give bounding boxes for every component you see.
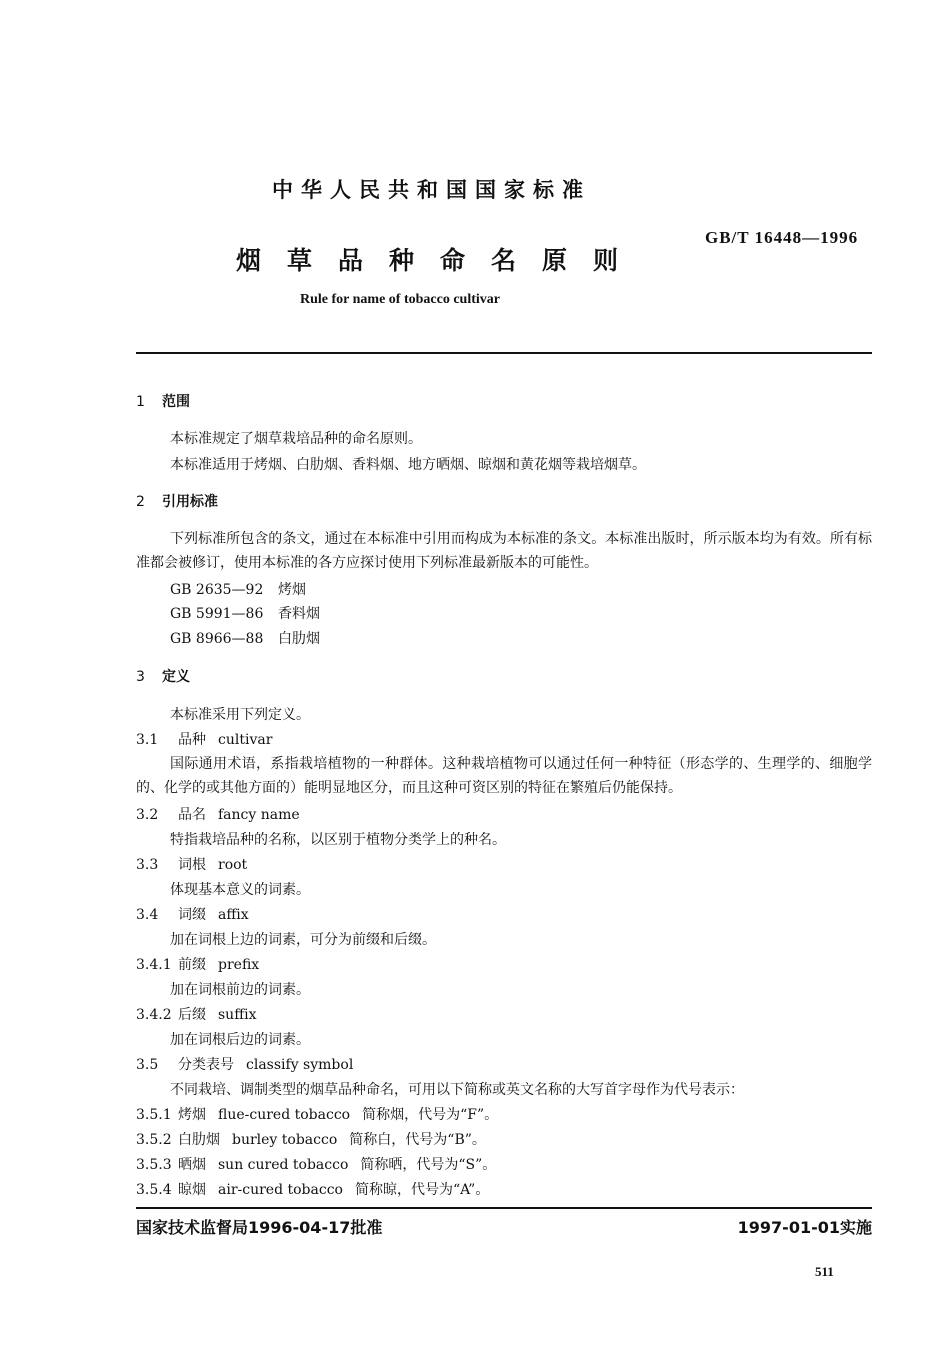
clause-term-en: classify symbol xyxy=(246,1057,354,1073)
clause-3-4-heading xyxy=(136,906,249,924)
clause-3-4-1-heading xyxy=(136,956,259,974)
section-2-heading xyxy=(136,493,218,511)
clause-description: 简称白，代号为“B”。 xyxy=(349,1132,486,1148)
reference-item xyxy=(170,630,320,648)
section-title: 定义 xyxy=(162,669,190,685)
clause-term-en: burley tobacco xyxy=(232,1132,338,1148)
clause-term-en: affix xyxy=(218,907,249,923)
clause-3-3-text: 体现基本意义的词素。 xyxy=(170,882,310,898)
clause-3-5-text: 不同栽培、调制类型的烟草品种命名，可用以下简称或英文名称的大写首字母作为代号表示： xyxy=(170,1082,744,1098)
clause-3-4-text: 加在词根上边的词素，可分为前缀和后缀。 xyxy=(170,932,436,948)
clause-number: 3.4.1 xyxy=(136,957,172,973)
clause-term-zh: 词缀 xyxy=(178,907,206,923)
clause-3-1-heading xyxy=(136,731,272,749)
clause-3-4-2-heading xyxy=(136,1006,257,1024)
clause-term-zh: 烤烟 xyxy=(178,1107,206,1123)
clause-term-zh: 前缀 xyxy=(178,957,206,973)
clause-number: 3.4.2 xyxy=(136,1007,172,1023)
section-3-heading xyxy=(136,668,190,686)
clause-number: 3.5.2 xyxy=(136,1132,172,1148)
clause-3-2-text: 特指栽培品种的名称，以区别于植物分类学上的种名。 xyxy=(170,832,506,848)
clause-term-zh: 词根 xyxy=(178,857,206,873)
clause-term-en: fancy name xyxy=(218,807,300,823)
standard-code: GB/T 16448—1996 xyxy=(705,228,859,247)
clause-term-zh: 晒烟 xyxy=(178,1157,206,1173)
reference-name: 香料烟 xyxy=(278,606,320,622)
clause-term-zh: 品名 xyxy=(178,807,206,823)
approval-date: 国家技术监督局1996-04-17批准 xyxy=(136,1218,383,1237)
clause-term-en: suffix xyxy=(218,1007,257,1023)
clause-term-zh: 白肋烟 xyxy=(178,1132,220,1148)
clause-number: 3.5.3 xyxy=(136,1157,172,1173)
reference-item xyxy=(170,605,320,623)
clause-3-1-text: 国际通用术语，系指栽培植物的一种群体。这种栽培植物可以通过任何一种特征（形态学的、生理学的、细胞学的、化学的或其他方面的）能明显地区分，而且这种可资区别的特征在繁殖后仍能保持。 xyxy=(136,756,872,796)
clause-number: 3.5.4 xyxy=(136,1182,172,1198)
clause-3-5-1 xyxy=(136,1106,498,1124)
clause-3-4-1-text: 加在词根前边的词素。 xyxy=(170,982,310,998)
reference-code: GB 8966—88 xyxy=(170,631,264,647)
clause-number: 3.5 xyxy=(136,1057,159,1073)
section-number: 2 xyxy=(136,494,145,510)
reference-code: GB 5991—86 xyxy=(170,606,264,622)
section-number: 3 xyxy=(136,669,145,685)
clause-3-5-3 xyxy=(136,1156,496,1174)
section-1-paragraph-1: 本标准规定了烟草栽培品种的命名原则。 xyxy=(170,431,422,447)
clause-term-zh: 品种 xyxy=(178,732,206,748)
clause-term-zh: 后缀 xyxy=(178,1007,206,1023)
clause-3-3-heading xyxy=(136,856,247,874)
section-3-intro: 本标准采用下列定义。 xyxy=(170,707,310,723)
header-divider xyxy=(136,352,872,354)
page-number: 511 xyxy=(815,1264,834,1279)
clause-term-en: flue-cured tobacco xyxy=(218,1107,351,1123)
section-1-heading xyxy=(136,393,190,411)
section-number: 1 xyxy=(136,394,145,410)
section-title: 引用标准 xyxy=(162,494,218,510)
clause-term-en: sun cured tobacco xyxy=(218,1157,349,1173)
clause-term-zh: 分类表号 xyxy=(178,1057,234,1073)
clause-description: 简称烟，代号为“F”。 xyxy=(362,1107,499,1123)
section-2-paragraph: 下列标准所包含的条文，通过在本标准中引用而构成为本标准的条文。本标准出版时，所示版本均为有效。所有标准都会被修订，使用本标准的各方应探讨使用下列标准最新版本的可能性。 xyxy=(136,531,872,571)
english-title: Rule for name of tobacco cultivar xyxy=(300,292,500,307)
clause-number: 3.5.1 xyxy=(136,1107,172,1123)
section-title: 范围 xyxy=(162,394,190,410)
clause-number: 3.3 xyxy=(136,857,159,873)
clause-3-5-2 xyxy=(136,1131,486,1149)
reference-code: GB 2635—92 xyxy=(170,582,264,598)
clause-description: 简称晒，代号为“S”。 xyxy=(360,1157,497,1173)
clause-term-en: air-cured tobacco xyxy=(218,1182,343,1198)
section-1-paragraph-2: 本标准适用于烤烟、白肋烟、香料烟、地方晒烟、晾烟和黄花烟等栽培烟草。 xyxy=(170,457,646,473)
clause-number: 3.2 xyxy=(136,807,159,823)
national-standard-title: 中华人民共和国国家标准 xyxy=(272,178,591,202)
clause-term-zh: 晾烟 xyxy=(178,1182,206,1198)
clause-3-2-heading xyxy=(136,806,300,824)
footer-divider xyxy=(136,1207,872,1209)
clause-description: 简称晾，代号为“A”。 xyxy=(354,1182,490,1198)
clause-3-5-heading xyxy=(136,1056,353,1074)
clause-3-5-4 xyxy=(136,1181,489,1199)
reference-name: 烤烟 xyxy=(278,582,306,598)
effective-date: 1997-01-01实施 xyxy=(737,1218,872,1237)
clause-term-en: cultivar xyxy=(218,732,273,748)
clause-number: 3.1 xyxy=(136,732,159,748)
clause-number: 3.4 xyxy=(136,907,159,923)
clause-term-en: prefix xyxy=(218,957,260,973)
standard-title: 烟草品种命名原则 xyxy=(236,246,645,275)
clause-3-4-2-text: 加在词根后边的词素。 xyxy=(170,1032,310,1048)
reference-item xyxy=(170,581,306,599)
reference-name: 白肋烟 xyxy=(278,631,320,647)
clause-term-en: root xyxy=(218,857,248,873)
